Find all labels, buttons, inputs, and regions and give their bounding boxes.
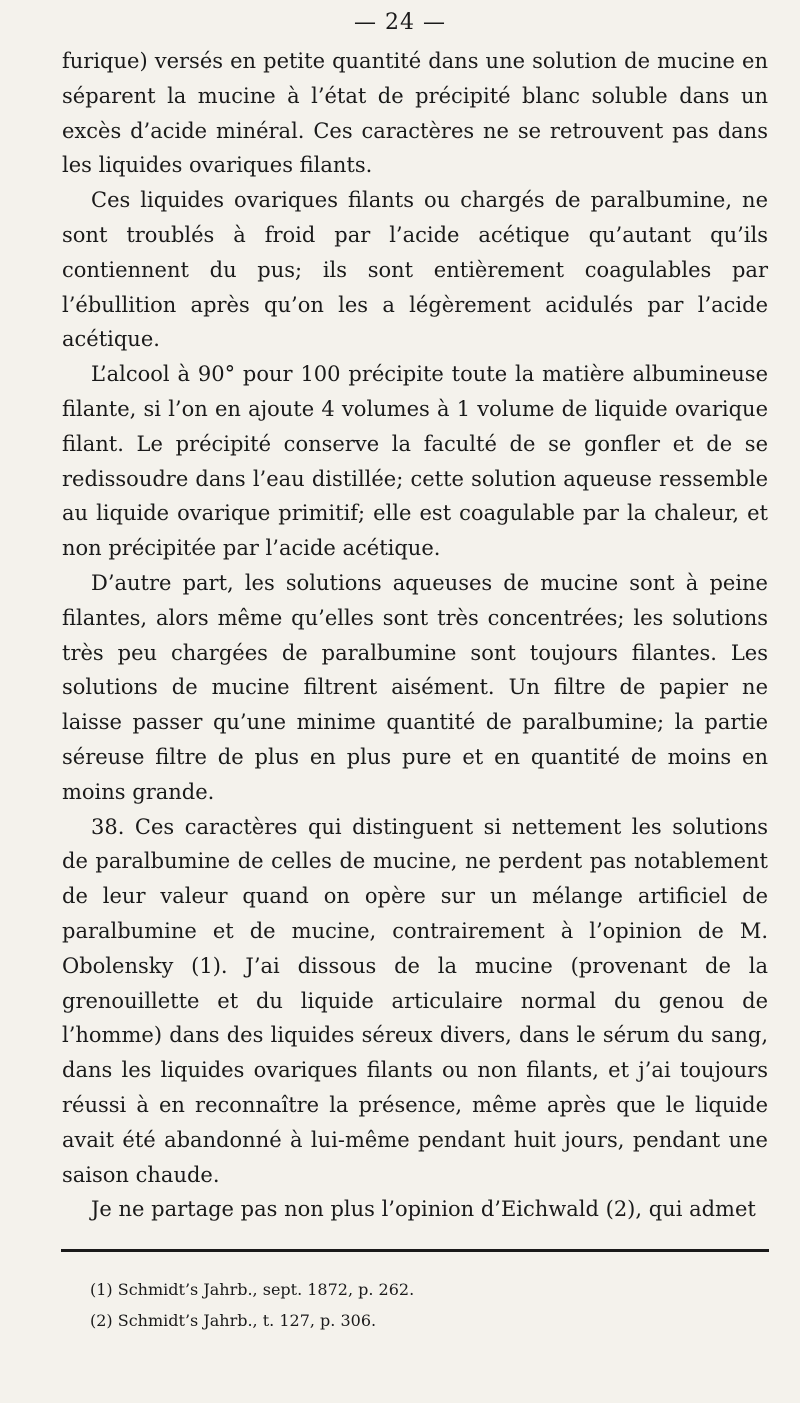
footnote-item: (1) Schmidt’s Jahrb., sept. 1872, p. 262.: [90, 1280, 415, 1299]
paragraph: Ces liquides ovariques filants ou chargés de paralbumine, ne sont troublés à froid par l’acide acétique qu’autant qu’ils contiennent du pus; ils sont entièrement coagulables par l’ébullition après qu’on les a légèrement acidulés par l’acide acétique.: [62, 188, 768, 352]
paragraph: D’autre part, les solutions aqueuses de mucine sont à peine filantes, alors même qu’elles sont très concentrées; les solutions très peu chargées de paralbumine sont toujours filantes. Les solutions de mucine filtrent aisément. Un filtre de papier ne laisse passer qu’une minime quantité de paralbumine; la partie séreuse filtre de plus en plus pure et en quantité de moins en moins grande.: [62, 570, 768, 804]
footnotes: [90, 1274, 750, 1336]
paragraph: 38. Ces caractères qui distinguent si nettement les solutions de paralbumine de celles de mucine, ne perdent pas notablement de leur valeur quand on opère sur un mélange artificiel de paralbumine et de mucine, contrairement à l’opinion de M. Obolensky (1). J’ai dissous de la mucine (provenant de la grenouillette et du liquide articulaire normal du genou de l’homme) dans des liquides séreux divers, dans le sérum du sang, dans les liquides ovariques filants ou non filants, et j’ai toujours réussi à en reconnaître la présence, même après que le liquide avait été abandonné à lui-même pendant huit jours, pendant une saison chaude.: [62, 814, 768, 1187]
footnote-item: (2) Schmidt’s Jahrb., t. 127, p. 306.: [90, 1311, 377, 1330]
paragraph: furique) versés en petite quantité dans une solution de mucine en séparent la mucine à l’état de précipité blanc soluble dans un excès d’acide minéral. Ces caractères ne se retrouvent pas dans les liquides ovariques filants.: [62, 49, 768, 178]
page-number: — 24 —: [354, 10, 446, 35]
body-text: [62, 44, 768, 1227]
footnote-divider: [61, 1249, 769, 1252]
paragraph: L’alcool à 90° pour 100 précipite toute la matière albumineuse filante, si l’on en ajoute 4 volumes à 1 volume de liquide ovarique filant. Le précipité conserve la faculté de se gonfler et de se redissoudre dans l’eau distillée; cette solution aqueuse ressemble au liquide ovarique primitif; elle est coagulable par la chaleur, et non précipitée par l’acide acétique.: [62, 362, 768, 561]
paragraph: Je ne partage pas non plus l’opinion d’Eichwald (2), qui admet: [91, 1197, 756, 1222]
